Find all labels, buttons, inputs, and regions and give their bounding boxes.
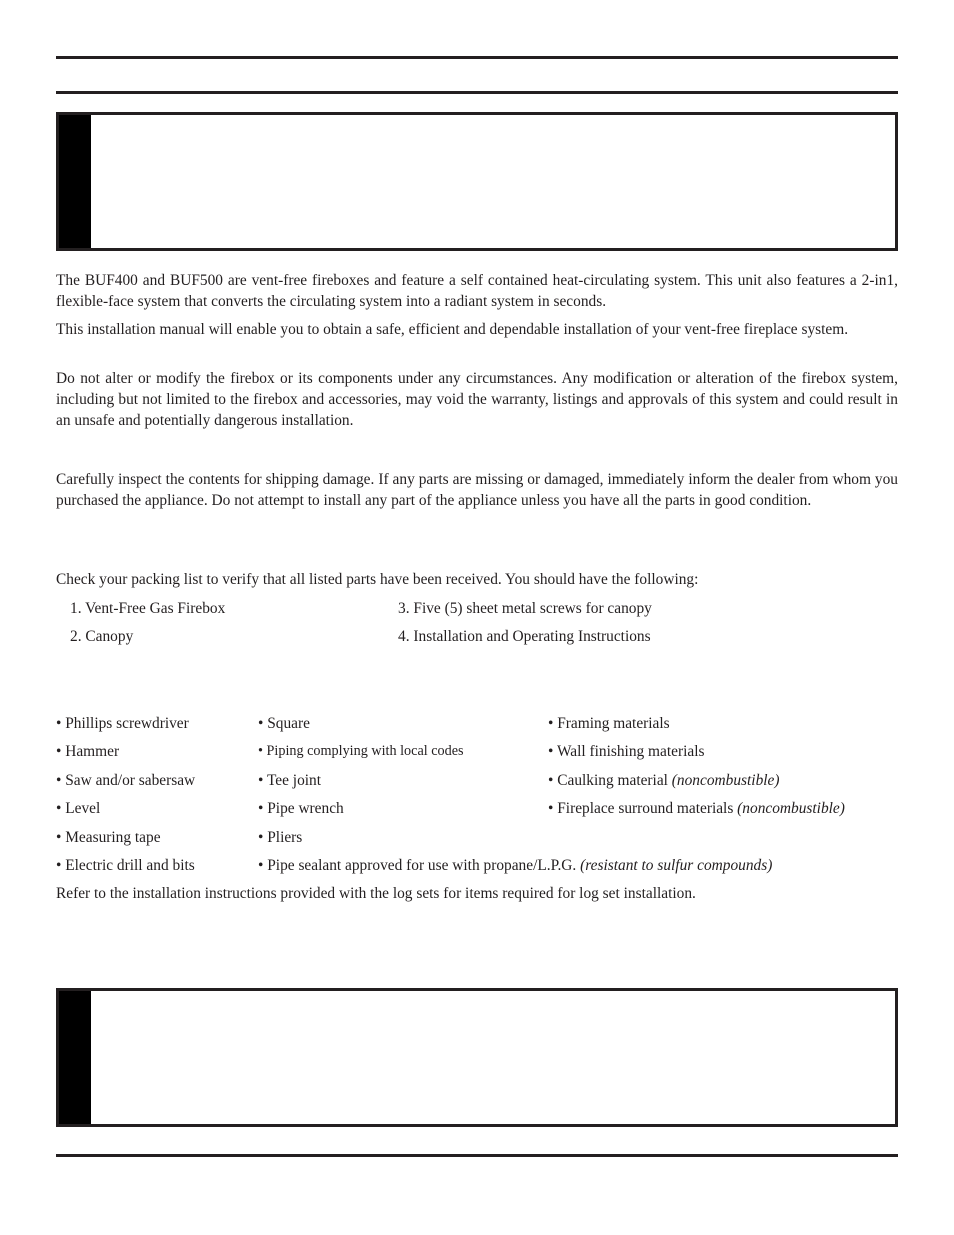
tool-item: • Electric drill and bits	[56, 857, 195, 874]
tool-item	[258, 855, 772, 876]
packing-item-2: 2. Canopy	[70, 628, 134, 645]
tools-note: Refer to the installation instructions provided with the log sets for items required for log set installation.	[56, 885, 696, 902]
tool-item: • Phillips screwdriver	[56, 715, 189, 732]
packing-item-3: 3. Five (5) sheet metal screws for canopy	[398, 600, 652, 617]
tool-item-note: (noncombustible)	[671, 772, 780, 789]
intro-paragraph-1: The BUF400 and BUF500 are vent-free fireboxes and feature a self contained heat-circulating system. This unit also features a 2-in1, flexible-face system that converts the circulating system into a radiant system in seconds.	[56, 272, 898, 310]
tool-item	[548, 798, 845, 819]
tool-item: • Framing materials	[548, 715, 670, 732]
warning-box-bar	[59, 115, 91, 248]
tool-item: • Wall finishing materials	[548, 743, 705, 760]
top-rule	[56, 56, 898, 59]
packing-intro: Check your packing list to verify that all listed parts have been received. You should have the following:	[56, 571, 699, 588]
tool-item: • Pipe wrench	[258, 800, 344, 817]
warning-box-bottom	[56, 988, 898, 1127]
tool-item: • Square	[258, 715, 310, 732]
tool-item: • Level	[56, 800, 101, 817]
warning-box-bar	[59, 991, 91, 1124]
packing-item-1: 1. Vent-Free Gas Firebox	[70, 600, 226, 617]
tool-item: • Measuring tape	[56, 829, 161, 846]
tool-item: • Piping complying with local codes	[258, 743, 464, 759]
tool-item-note: (noncombustible)	[737, 800, 845, 817]
intro-paragraph-2: This installation manual will enable you to obtain a safe, efficient and dependable installation of your vent-free fireplace system.	[56, 321, 849, 338]
tool-item: • Pliers	[258, 829, 303, 846]
tool-item	[548, 770, 780, 791]
tool-item: • Tee joint	[258, 772, 322, 789]
tool-item-text: • Pipe sealant approved for use with propane/L.P.G.	[258, 857, 581, 874]
tool-item: • Saw and/or sabersaw	[56, 772, 196, 789]
inspection-paragraph: Carefully inspect the contents for shipping damage. If any parts are missing or damaged, immediately inform the dealer from whom you purchased the appliance. Do not attempt to install any part of the appliance unless you have all the parts in good condition.	[56, 471, 898, 509]
warning-box-top	[56, 112, 898, 251]
tool-item-text: • Caulking material	[548, 772, 672, 789]
header-rule	[56, 91, 898, 94]
packing-item-4: 4. Installation and Operating Instructions	[398, 628, 651, 645]
footer-rule	[56, 1154, 898, 1157]
tool-item-text: • Fireplace surround materials	[548, 800, 738, 817]
intro-paragraph-3: Do not alter or modify the firebox or its components under any circumstances. Any modification or alteration of the firebox system, including but not limited to the firebox and accessories, may void the warranty, listings and approvals of this system and could result in an unsafe and potentially dangerous installation.	[56, 370, 898, 429]
tool-item-note: (resistant to sulfur compounds)	[580, 857, 773, 874]
tool-item: • Hammer	[56, 743, 120, 760]
